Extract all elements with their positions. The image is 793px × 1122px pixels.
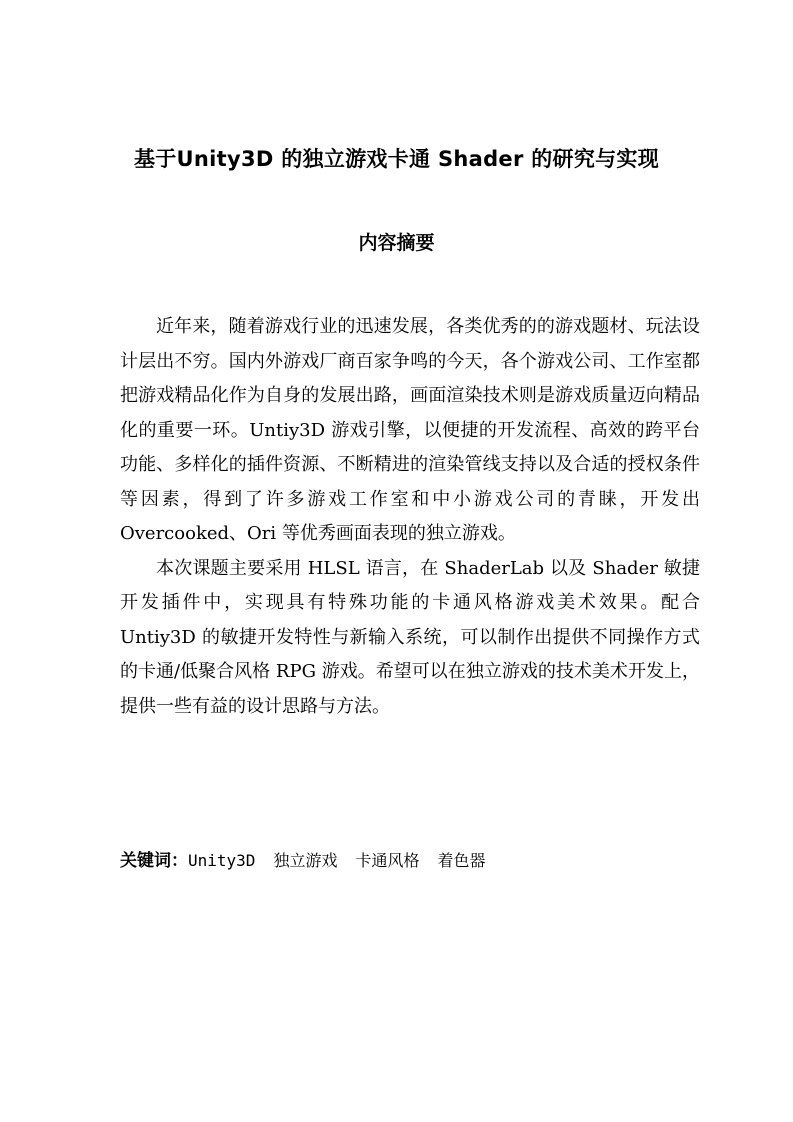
document-title: 基于Unity3D 的独立游戏卡通 Shader 的研究与实现 xyxy=(133,147,660,171)
abstract-paragraph-2: 本次课题主要采用 HLSL 语言，在 ShaderLab 以及 Shader 敏捷开发插件中，实现具有特殊功能的卡通风格游戏美术效果。配合 Untiy3D 的敏捷开发特性与新输入系统，可以制作出提供不同操作方式的卡通/低聚合风格 RPG 游戏。希望可以在独立游戏的技术美术开发上，提供一些有益的设计思路与方法。 xyxy=(120,557,700,717)
keywords-line xyxy=(120,846,700,876)
keyword-item: 卡通风格 xyxy=(355,851,420,870)
abstract-body xyxy=(120,310,700,724)
keywords-label: 关键词： xyxy=(120,851,188,871)
abstract-heading: 内容摘要 xyxy=(358,232,435,254)
keyword-item: Unity3D xyxy=(188,851,256,870)
abstract-paragraph-1: 近年来，随着游戏行业的迅速发展，各类优秀的的游戏题材、玩法设计层出不穷。国内外游戏厂商百家争鸣的今天，各个游戏公司、工作室都把游戏精品化作为自身的发展出路，画面渲染技术则是游戏质量迈向精品化的重要一环。Untiy3D 游戏引擎，以便捷的开发流程、高效的跨平台功能、多样化的插件资源、不断精进的渲染管线支持以及合适的授权条件等因素，得到了许多游戏工作室和中小游戏公司的青睐，开发出 Overcooked、Ori 等优秀画面表现的独立游戏。 xyxy=(120,316,700,544)
keyword-item: 独立游戏 xyxy=(273,851,338,870)
keyword-item: 着色器 xyxy=(437,851,486,870)
